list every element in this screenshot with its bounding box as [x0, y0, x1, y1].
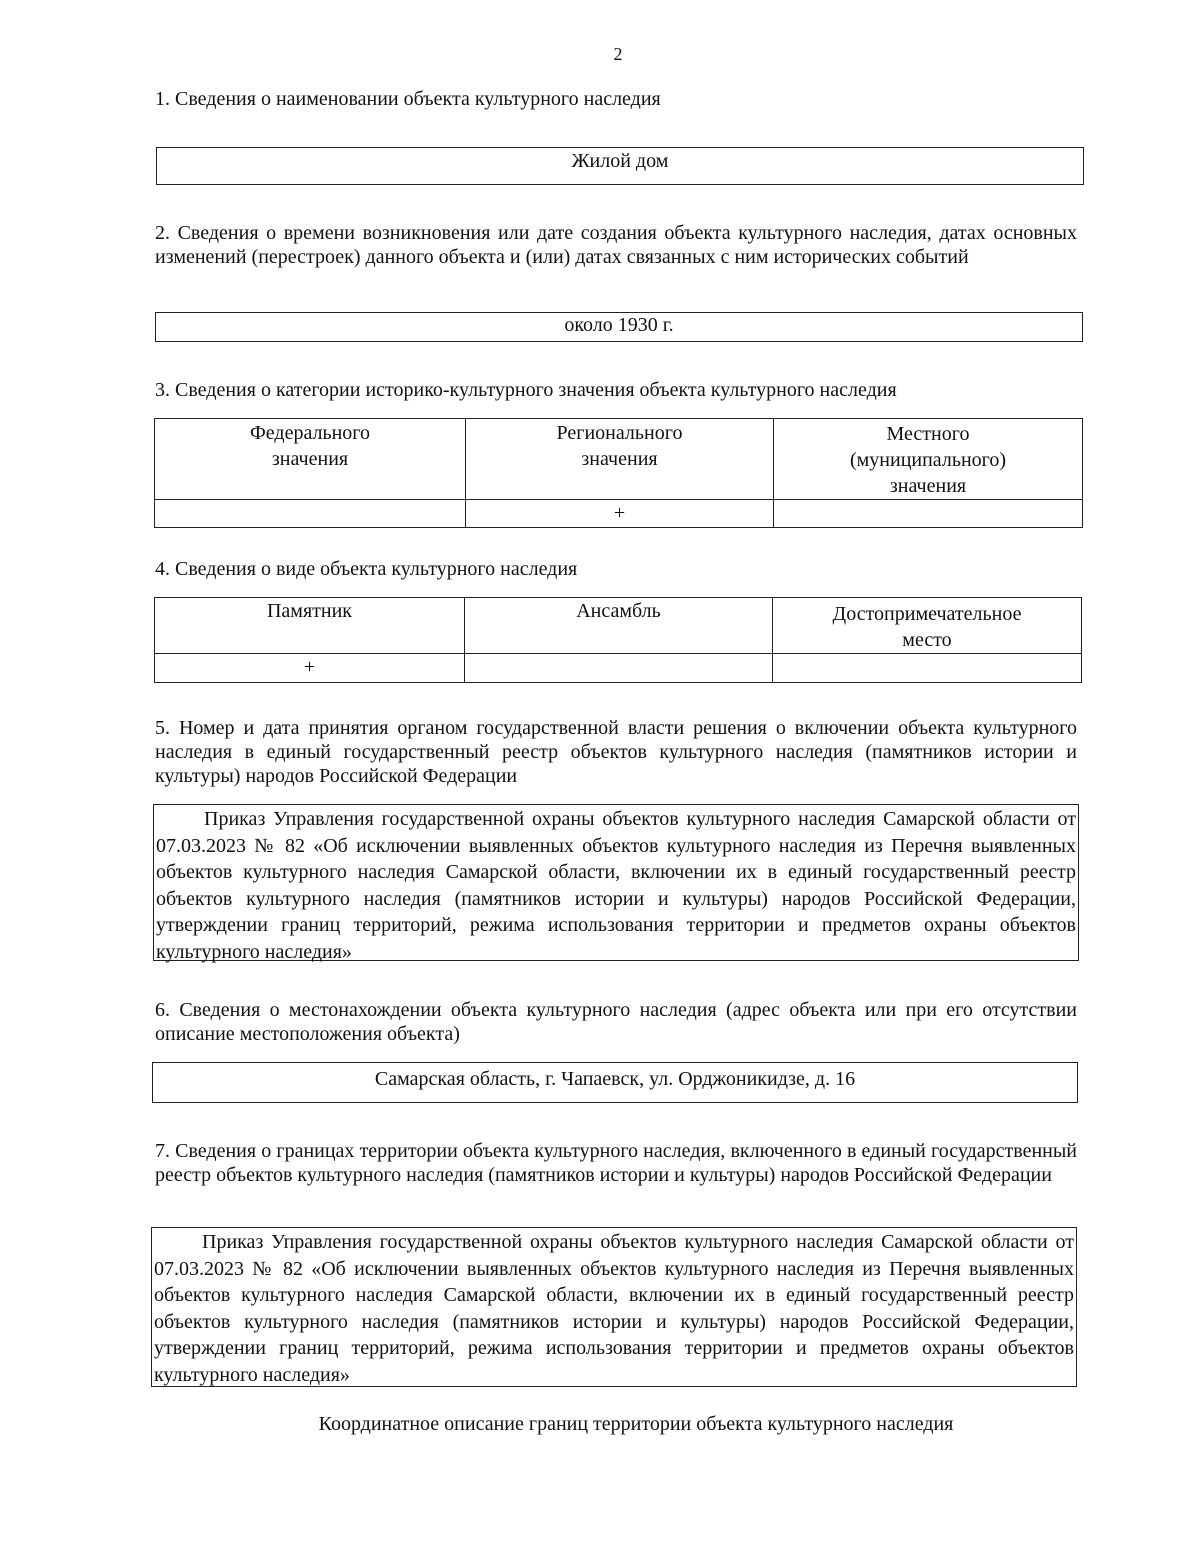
section-5-heading: 5. Номер и дата принятия органом государственной власти решения о включении объекта культурного наследия в единый государственный реестр объектов культурного наследия (памятников истории и культуры) народов Российской Федерации — [155, 717, 1077, 787]
section-6-value-box — [152, 1062, 1078, 1103]
registry-decision-text: Приказ Управления государственной охраны объектов культурного наследия Самарской области от 07.03.2023 № 82 «Об исключении выявленных объектов культурного наследия из Перечня выявленных объектов культурного наследия Самарской области, включении их в единый государственный реестр объектов культурного наследия (памятников истории и культуры) народов Российской Федерации, утверждении границ территорий, режима использования территории и предметов охраны объектов культурного наследия» — [156, 808, 1076, 963]
type-landmark-mark — [773, 654, 1082, 683]
section-7-heading: 7. Сведения о границах территории объекта культурного наследия, включенного в единый государственный реестр объектов культурного наследия (памятников истории и культуры) народов Российской Федерации — [155, 1140, 1077, 1186]
object-type-mark-row — [155, 654, 1082, 683]
category-local-header: Местного (муниципального) значения — [774, 419, 1083, 500]
creation-date: около 1930 г. — [564, 314, 674, 336]
object-name: Жилой дом — [571, 150, 669, 172]
type-landmark-header: Достопримечательное место — [773, 598, 1082, 654]
object-type-table — [154, 597, 1082, 683]
type-ensemble-header: Ансамбль — [465, 598, 773, 654]
category-regional-header: Регионального значения — [466, 419, 774, 500]
section-4-heading: 4. Сведения о виде объекта культурного наследия — [155, 558, 578, 580]
object-type-header-row — [155, 598, 1082, 654]
type-monument-header: Памятник — [155, 598, 465, 654]
section-7-value-box — [151, 1227, 1077, 1387]
type-monument-mark: + — [155, 654, 465, 683]
category-regional-mark: + — [466, 500, 774, 528]
section-6-heading: 6. Сведения о местонахождении объекта культурного наследия (адрес объекта или при его отсутствии описание местоположения объекта) — [155, 999, 1077, 1045]
type-ensemble-mark — [465, 654, 773, 683]
section-2-value-box — [155, 312, 1083, 342]
boundaries-decision-text: Приказ Управления государственной охраны объектов культурного наследия Самарской области от 07.03.2023 № 82 «Об исключении выявленных объектов культурного наследия из Перечня выявленных объектов культурного наследия Самарской области, включении их в единый государственный реестр объектов культурного наследия (памятников истории и культуры) народов Российской Федерации, утверждении границ территорий, режима использования территории и предметов охраны объектов культурного наследия» — [154, 1231, 1074, 1386]
section-2-heading: 2. Сведения о времени возникновения или дате создания объекта культурного наследия, датах основных изменений (перестроек) данного объекта и (или) датах связанных с ним исторических событий — [155, 222, 1077, 268]
category-header-row — [155, 419, 1083, 500]
section-1-heading: 1. Сведения о наименовании объекта культурного наследия — [155, 88, 661, 110]
category-table — [154, 418, 1083, 528]
coordinates-heading: Координатное описание границ территории объекта культурного наследия — [318, 1413, 954, 1435]
section-5-value-box — [153, 804, 1079, 961]
category-federal-header: Федерального значения — [155, 419, 466, 500]
section-1-value-box — [156, 147, 1084, 185]
object-address: Самарская область, г. Чапаевск, ул. Орджоникидзе, д. 16 — [374, 1068, 856, 1090]
category-federal-mark — [155, 500, 466, 528]
section-3-heading: 3. Сведения о категории историко-культурного значения объекта культурного наследия — [155, 379, 897, 401]
category-local-mark — [774, 500, 1083, 528]
category-mark-row — [155, 500, 1083, 528]
page-number: 2 — [613, 44, 623, 64]
